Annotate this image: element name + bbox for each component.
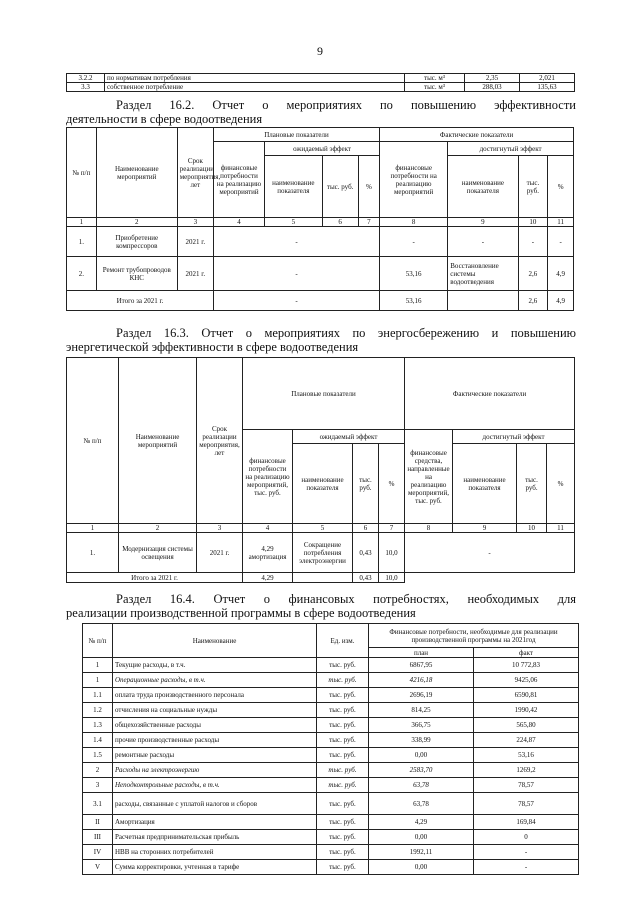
h-pct-2: %: [547, 444, 575, 524]
h-pct: %: [358, 156, 379, 218]
total-row: Итого за 2021 г. - 53,16 2,6 4,9: [67, 291, 574, 311]
column-number: 6: [322, 218, 358, 227]
column-number: 11: [547, 524, 575, 533]
column-number: 8: [380, 218, 448, 227]
table-row: 3 Неподконтрольные расходы, в т.ч. тыс. руб. 63,78 78,57: [83, 778, 579, 793]
h-planned: Плановые показатели: [243, 358, 405, 430]
h-num: № п/п: [67, 128, 97, 218]
table-row: 1. Приобретение компрессоров 2021 г. - - - - -: [67, 227, 574, 257]
table-row: 3.1 расходы, связанные с уплатой налогов и сборов тыс. руб. 63,78 78,57: [83, 793, 579, 815]
h-ind-name-2: наименование показателя: [448, 156, 518, 218]
column-number: 6: [353, 524, 379, 533]
h-fin-plan: финансовые потребности на реализацию мероприятий, тыс. руб.: [243, 430, 293, 524]
table-row: 2 Расходы на электроэнергию тыс. руб. 2583,70 1269,2: [83, 763, 579, 778]
column-number: 5: [265, 218, 323, 227]
table-16-2: [66, 127, 574, 311]
column-number: 11: [548, 218, 574, 227]
table-row: 1.3 общехозяйственные расходы тыс. руб. 366,75 565,80: [83, 718, 579, 733]
column-number: 9: [453, 524, 517, 533]
column-numbers-row: [67, 218, 574, 227]
column-number: 4: [213, 218, 264, 227]
section-16-4-title: Раздел 16.4. Отчет о финансовых потребностях, необходимых для реализации производственной программы в сфере водоотведения: [66, 592, 576, 620]
h-planned: Плановые показатели: [213, 128, 379, 142]
total-row: Итого за 2021 г. 4,29 0,43 10,0: [67, 573, 575, 583]
h-name: Наименование мероприятий: [96, 128, 177, 218]
column-number: 1: [67, 524, 119, 533]
column-number: 3: [197, 524, 243, 533]
h-trub-2: тыс. руб.: [517, 444, 547, 524]
table-16-3: [66, 357, 575, 583]
column-number: 7: [379, 524, 405, 533]
table-row: 1.1 оплата труда производственного персонала тыс. руб. 2696,19 6590,81: [83, 688, 579, 703]
h-name: Наименование мероприятий: [119, 358, 197, 524]
table-row: 1. Модернизация системы освещения 2021 г. 4,29 амортизация Сокращение потребления электроэнергии 0,43 10,0 -: [67, 533, 575, 573]
h-fact: факт: [474, 648, 579, 658]
table-row: 1 Операционные расходы, в т.ч. тыс. руб. 4216,18 9425,06: [83, 673, 579, 688]
h-fin-plan: финансовые потребности на реализацию мероприятий: [213, 142, 264, 218]
h-ind-name: наименование показателя: [265, 156, 323, 218]
h-achieved: достигнутый эффект: [448, 142, 574, 156]
table-row: V Сумма корректировки, учтенная в тарифе тыс. руб. 0,00 -: [83, 860, 579, 875]
h-actual: Фактические показатели: [380, 128, 574, 142]
h-ind-name: наименование показателя: [293, 444, 353, 524]
table-16-4: [82, 623, 579, 875]
column-number: 3: [177, 218, 213, 227]
h-pct: %: [379, 444, 405, 524]
h-plan: план: [369, 648, 474, 658]
h-expected: ожидаемый эффект: [293, 430, 405, 444]
table-row: 1 Текущие расходы, в т.ч. тыс. руб. 6867,95 10 772,83: [83, 658, 579, 673]
column-number: 8: [405, 524, 453, 533]
table-row: II Амортизация тыс. руб. 4,29 169,84: [83, 815, 579, 830]
h-unit: Ед. изм.: [317, 624, 369, 658]
h-fin-fact: финансовые потребности на реализацию мероприятий: [380, 142, 448, 218]
table-row: III Расчетная предпринимательская прибыль тыс. руб. 0,00 0: [83, 830, 579, 845]
table-row: 1.4 прочие производственные расходы тыс. руб. 338,99 224,87: [83, 733, 579, 748]
table-row: 1.5 ремонтные расходы тыс. руб. 0,00 53,16: [83, 748, 579, 763]
h-term: Срок реализации мероприятия, лет: [177, 128, 213, 218]
h-num: № п/п: [67, 358, 119, 524]
h-expected: ожидаемый эффект: [265, 142, 380, 156]
column-number: 9: [448, 218, 518, 227]
h-trub: тыс. руб.: [322, 156, 358, 218]
column-number: 4: [243, 524, 293, 533]
h-fin: Финансовые потребности, необходимые для реализации производственной программы на 2021год: [369, 624, 579, 648]
column-number: 5: [293, 524, 353, 533]
table-row: 3.3 собственное потребление тыс. м³ 288,03 135,63: [67, 83, 575, 92]
section-16-2-title: Раздел 16.2. Отчет о мероприятиях по повышению эффективности деятельности в сфере водоотведения: [66, 98, 576, 126]
h-achieved: достигнутый эффект: [453, 430, 575, 444]
column-number: 10: [517, 524, 547, 533]
h-name: Наименование: [113, 624, 317, 658]
h-ind-name-2: наименование показателя: [453, 444, 517, 524]
h-trub: тыс. руб.: [353, 444, 379, 524]
table-row: 2. Ремонт трубопроводов КНС 2021 г. - 53,16 Восстановление системы водоотведения 2,6 4,9: [67, 257, 574, 291]
column-number: 1: [67, 218, 97, 227]
table-row: 1.2 отчисления на социальные нужды тыс. руб. 814,25 1990,42: [83, 703, 579, 718]
section-16-3-title: Раздел 16.3. Отчет о мероприятиях по энергосбережению и повышению энергетической эффективности в сфере водоотведения: [66, 326, 576, 354]
column-number: 10: [518, 218, 548, 227]
column-number: 2: [96, 218, 177, 227]
top-table: [66, 73, 575, 92]
table-row: 3.2.2 по нормативам потребления тыс. м³ 2,35 2,021: [67, 74, 575, 83]
h-fin-fact: финансовые средства, направленные на реализацию мероприятий, тыс. руб.: [405, 430, 453, 524]
table-row: IV НВВ на сторонних потребителей тыс. руб. 1992,11 -: [83, 845, 579, 860]
h-term: Срок реализации мероприятия, лет: [197, 358, 243, 524]
h-num: № п/п: [83, 624, 113, 658]
column-number: 7: [358, 218, 379, 227]
h-actual: Фактические показатели: [405, 358, 575, 430]
h-trub-2: тыс. руб.: [518, 156, 548, 218]
page-number: 9: [317, 44, 323, 58]
column-number: 2: [119, 524, 197, 533]
column-numbers-row: [67, 524, 575, 533]
h-pct-2: %: [548, 156, 574, 218]
